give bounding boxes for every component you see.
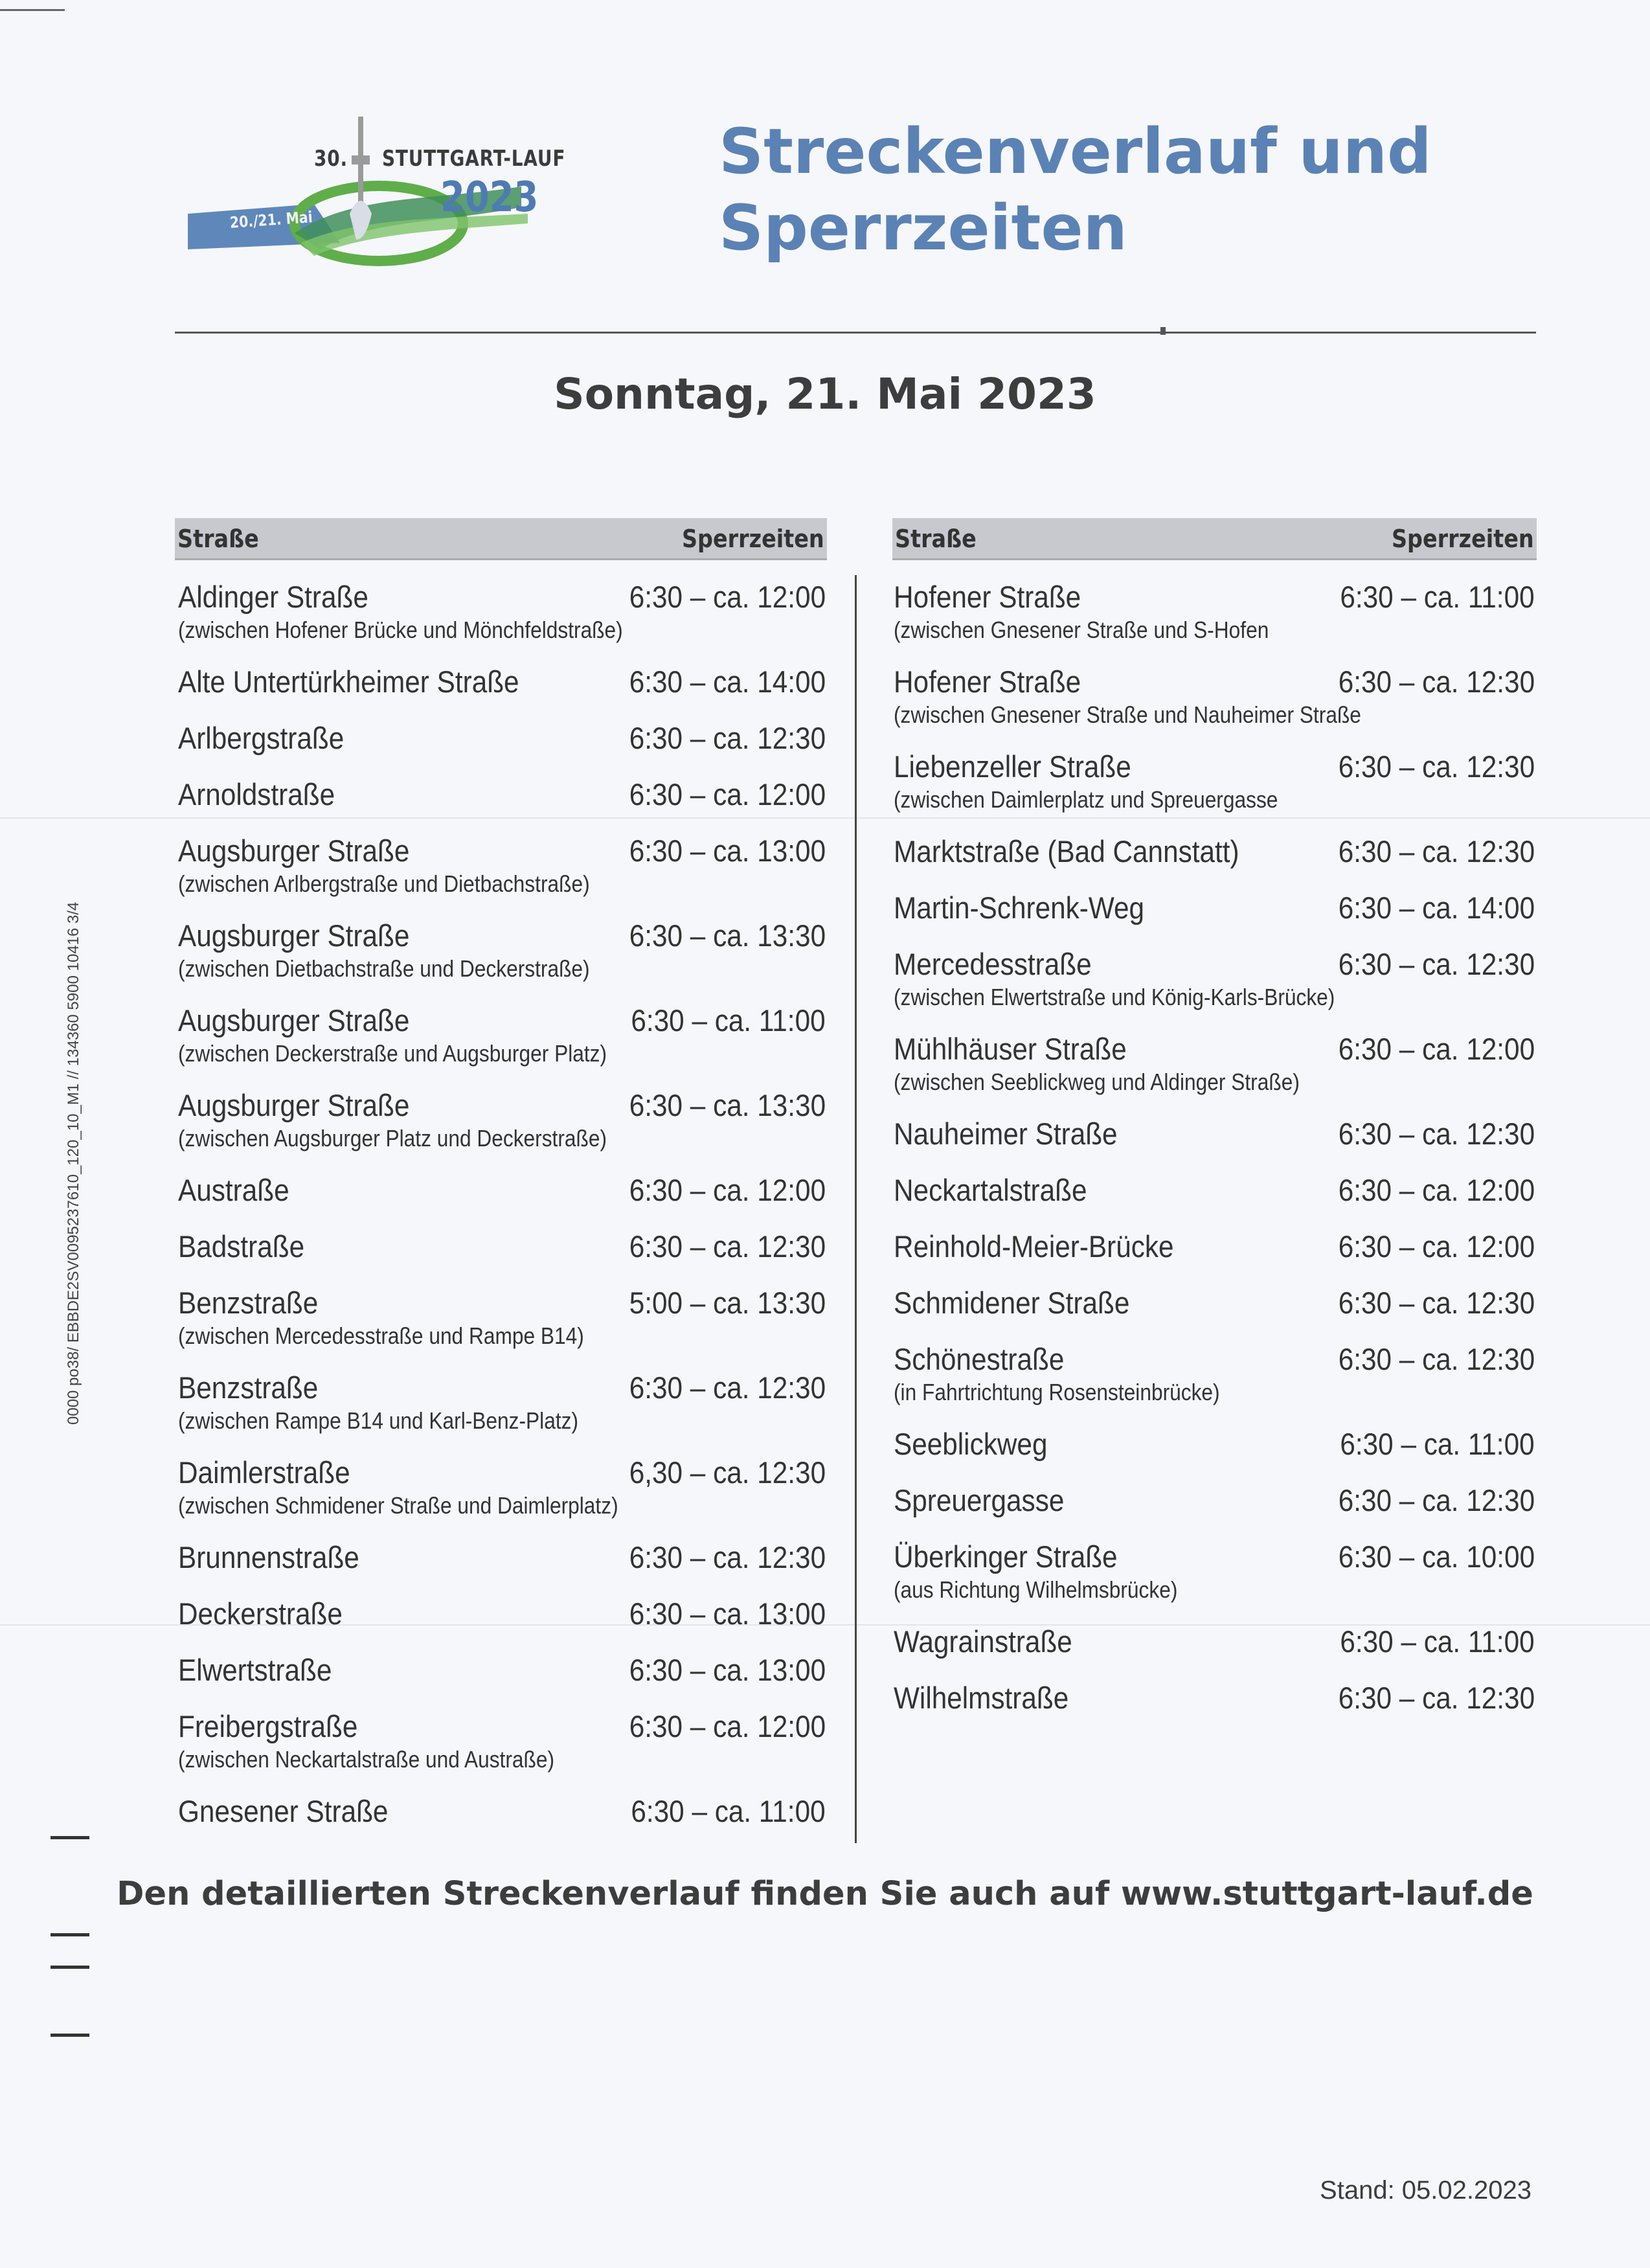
- closure-time: 6:30 – ca. 12:30: [1338, 1117, 1535, 1151]
- closure-time: 6:30 – ca. 12:30: [629, 1370, 826, 1405]
- closure-row: [178, 570, 826, 655]
- closure-row: [178, 1219, 826, 1276]
- street-name: Aldinger Straße: [178, 580, 368, 614]
- closure-row: [894, 937, 1535, 1022]
- column-header-times: Sperrzeiten: [682, 525, 824, 553]
- street-name: Augsburger Straße: [178, 918, 410, 953]
- closure-time: 6:30 – ca. 11:00: [631, 1794, 826, 1828]
- closure-row: [894, 1276, 1535, 1332]
- street-name: Neckartalstraße: [894, 1173, 1087, 1207]
- street-name: Schmidener Straße: [894, 1286, 1130, 1320]
- header-rule: [175, 332, 1536, 334]
- closure-time: 6:30 – ca. 12:30: [1338, 834, 1535, 868]
- closure-time: 6:30 – ca. 12:00: [629, 777, 826, 811]
- street-name: Nauheimer Straße: [894, 1117, 1118, 1151]
- logo-year: 2023: [440, 174, 539, 221]
- closure-time: 6:30 – ca. 13:00: [629, 1596, 826, 1631]
- closure-time: 6:30 – ca. 11:00: [1340, 1624, 1535, 1659]
- street-section-note: (zwischen Dietbachstraße und Deckerstraße): [178, 955, 590, 982]
- punch-mark: [51, 1966, 89, 1969]
- closure-row: [894, 1530, 1535, 1615]
- logo-edition: 30.: [314, 146, 348, 172]
- street-section-note: (zwischen Gnesener Straße und Nauheimer Straße: [894, 701, 1361, 728]
- street-section-note: (zwischen Gnesener Straße und S-Hofen: [894, 617, 1269, 643]
- logo-dates: 20./21. Mai: [229, 208, 313, 232]
- page-edge-mark: [0, 9, 65, 11]
- street-name: Augsburger Straße: [178, 833, 410, 868]
- street-section-note: (in Fahrtrichtung Rosensteinbrücke): [894, 1379, 1220, 1405]
- street-name: Wilhelmstraße: [894, 1681, 1069, 1715]
- closure-time: 6:30 – ca. 11:00: [1340, 1427, 1535, 1461]
- event-logo: [185, 110, 580, 278]
- closure-row: [894, 570, 1535, 655]
- closure-time: 6:30 – ca. 12:30: [629, 721, 826, 755]
- street-section-note: (aus Richtung Wilhelmsbrücke): [894, 1576, 1178, 1603]
- title-line-2: Sperrzeiten: [719, 192, 1127, 264]
- street-section-note: (zwischen Seeblickweg und Aldinger Straße): [894, 1069, 1300, 1095]
- closure-time: 6:30 – ca. 12:30: [1338, 664, 1535, 699]
- street-name: Brunnenstraße: [178, 1540, 359, 1574]
- closure-row: [894, 1615, 1535, 1671]
- date-subtitle: Sonntag, 21. Mai 2023: [554, 369, 1096, 419]
- closure-row: [178, 1643, 826, 1699]
- street-name: Augsburger Straße: [178, 1088, 410, 1122]
- closure-time: 6:30 – ca. 12:30: [1338, 947, 1535, 981]
- closure-row: [178, 1530, 826, 1587]
- closure-row: [894, 1107, 1535, 1163]
- closure-time: 6:30 – ca. 12:00: [629, 1173, 826, 1207]
- street-name: Benzstraße: [178, 1370, 319, 1405]
- street-name: Arlbergstraße: [178, 721, 345, 755]
- closure-row: [178, 1276, 826, 1361]
- closure-row: [178, 1163, 826, 1219]
- closure-row: [178, 1446, 826, 1530]
- street-name: Martin-Schrenk-Weg: [894, 890, 1145, 925]
- closure-row: [894, 1473, 1535, 1530]
- street-name: Arnoldstraße: [178, 777, 335, 811]
- closure-time: 6,30 – ca. 12:30: [629, 1455, 826, 1490]
- street-name: Schönestraße: [894, 1342, 1065, 1376]
- closure-row: [178, 767, 826, 824]
- street-name: Spreuergasse: [894, 1483, 1065, 1517]
- closure-time: 5:00 – ca. 13:30: [629, 1286, 826, 1320]
- document-title: [719, 113, 1432, 266]
- column-divider: [855, 575, 857, 1843]
- footer-note: Den detaillierten Streckenverlauf finden Sie auch auf www.stuttgart-lauf.de: [117, 1875, 1533, 1913]
- closure-row: [894, 1671, 1535, 1727]
- street-name: Freibergstraße: [178, 1709, 358, 1743]
- closure-time: 6:30 – ca. 12:00: [1338, 1229, 1535, 1264]
- street-section-note: (zwischen Mercedesstraße und Rampe B14): [178, 1322, 584, 1349]
- closure-list-left: [178, 570, 826, 1841]
- closure-time: 6:30 – ca. 12:30: [629, 1540, 826, 1574]
- street-name: Deckerstraße: [178, 1596, 343, 1631]
- closure-time: 6:30 – ca. 12:00: [629, 1709, 826, 1743]
- street-name: Liebenzeller Straße: [894, 749, 1131, 784]
- street-name: Seeblickweg: [894, 1427, 1048, 1461]
- column-header-times: Sperrzeiten: [1392, 525, 1534, 553]
- street-name: Wagrainstraße: [894, 1624, 1072, 1659]
- street-name: Mühlhäuser Straße: [894, 1032, 1127, 1066]
- print-code: 0000 po38/ EBBDE2SV0095237610_120_10_M1 // 134360 5900 10416 3/4: [65, 902, 82, 1425]
- closure-time: 6:30 – ca. 14:00: [629, 664, 826, 699]
- column-header-street: Straße: [895, 525, 977, 553]
- closure-row: [178, 1784, 826, 1841]
- closure-row: [178, 909, 826, 993]
- punch-mark: [51, 2034, 89, 2037]
- closure-time: 6:30 – ca. 11:00: [631, 1003, 826, 1038]
- closure-row: [178, 993, 826, 1078]
- closure-row: [894, 1332, 1535, 1417]
- street-name: Gnesener Straße: [178, 1794, 389, 1828]
- closure-row: [178, 824, 826, 909]
- street-name: Alte Untertürkheimer Straße: [178, 664, 519, 699]
- closure-row: [894, 740, 1535, 824]
- closure-time: 6:30 – ca. 14:00: [1338, 890, 1535, 925]
- stand-date: Stand: 05.02.2023: [1320, 2176, 1531, 2205]
- closure-time: 6:30 – ca. 13:00: [629, 833, 826, 868]
- rule-mark: [1160, 327, 1166, 335]
- closure-time: 6:30 – ca. 13:00: [629, 1653, 826, 1687]
- street-name: Mercedesstraße: [894, 947, 1092, 981]
- closure-row: [894, 655, 1535, 740]
- street-name: Badstraße: [178, 1229, 305, 1264]
- closure-row: [894, 1219, 1535, 1276]
- street-section-note: (zwischen Arlbergstraße und Dietbachstraße): [178, 870, 590, 897]
- street-section-note: (zwischen Neckartalstraße und Austraße): [178, 1746, 555, 1773]
- street-name: Benzstraße: [178, 1286, 319, 1320]
- closure-list-right: [894, 570, 1535, 1727]
- table-header-right: [892, 518, 1537, 560]
- closure-row: [894, 1417, 1535, 1473]
- closure-time: 6:30 – ca. 13:30: [629, 1088, 826, 1122]
- street-section-note: (zwischen Hofener Brücke und Mönchfeldstraße): [178, 617, 623, 643]
- closure-time: 6:30 – ca. 13:30: [629, 918, 826, 953]
- closure-time: 6:30 – ca. 12:30: [1338, 1286, 1535, 1320]
- closure-row: [178, 1699, 826, 1784]
- column-header-street: Straße: [177, 525, 259, 553]
- street-section-note: (zwischen Deckerstraße und Augsburger Platz): [178, 1040, 607, 1067]
- street-name: Überkinger Straße: [894, 1539, 1118, 1574]
- closure-time: 6:30 – ca. 11:00: [1340, 580, 1535, 614]
- closure-row: [178, 1587, 826, 1643]
- street-section-note: (zwischen Augsburger Platz und Deckerstraße): [178, 1125, 607, 1151]
- closure-row: [178, 655, 826, 711]
- closure-time: 6:30 – ca. 12:00: [629, 580, 826, 614]
- closure-time: 6:30 – ca. 12:30: [1338, 1342, 1535, 1376]
- street-name: Hofener Straße: [894, 664, 1081, 699]
- street-name: Hofener Straße: [894, 580, 1081, 614]
- closure-time: 6:30 – ca. 12:00: [1338, 1032, 1535, 1066]
- street-section-note: (zwischen Rampe B14 und Karl-Benz-Platz): [178, 1407, 579, 1434]
- street-name: Reinhold-Meier-Brücke: [894, 1229, 1174, 1264]
- street-section-note: (zwischen Daimlerplatz und Spreuergasse: [894, 786, 1278, 813]
- closure-time: 6:30 – ca. 12:30: [1338, 749, 1535, 784]
- street-name: Austraße: [178, 1173, 289, 1207]
- title-line-1: Streckenverlauf und: [719, 115, 1432, 188]
- closure-time: 6:30 – ca. 12:00: [1338, 1173, 1535, 1207]
- street-name: Augsburger Straße: [178, 1003, 410, 1038]
- closure-row: [178, 1361, 826, 1446]
- closure-row: [894, 824, 1535, 881]
- street-name: Daimlerstraße: [178, 1455, 350, 1490]
- closure-row: [894, 1163, 1535, 1219]
- street-section-note: (zwischen Elwertstraße und König-Karls-Brücke): [894, 984, 1335, 1010]
- punch-mark: [51, 1836, 89, 1839]
- punch-mark: [51, 1933, 89, 1936]
- closure-time: 6:30 – ca. 12:30: [1338, 1483, 1535, 1517]
- street-section-note: (zwischen Schmidener Straße und Daimlerplatz): [178, 1492, 618, 1519]
- closure-row: [894, 881, 1535, 937]
- closure-time: 6:30 – ca. 10:00: [1338, 1539, 1535, 1574]
- closure-time: 6:30 – ca. 12:30: [1338, 1681, 1535, 1715]
- logo-name: STUTTGART-LAUF: [382, 146, 566, 172]
- closure-row: [178, 1078, 826, 1163]
- closure-time: 6:30 – ca. 12:30: [629, 1229, 826, 1264]
- table-header-left: [175, 518, 827, 560]
- street-name: Marktstraße (Bad Cannstatt): [894, 834, 1239, 868]
- closure-row: [178, 711, 826, 767]
- street-name: Elwertstraße: [178, 1653, 332, 1687]
- closure-row: [894, 1022, 1535, 1107]
